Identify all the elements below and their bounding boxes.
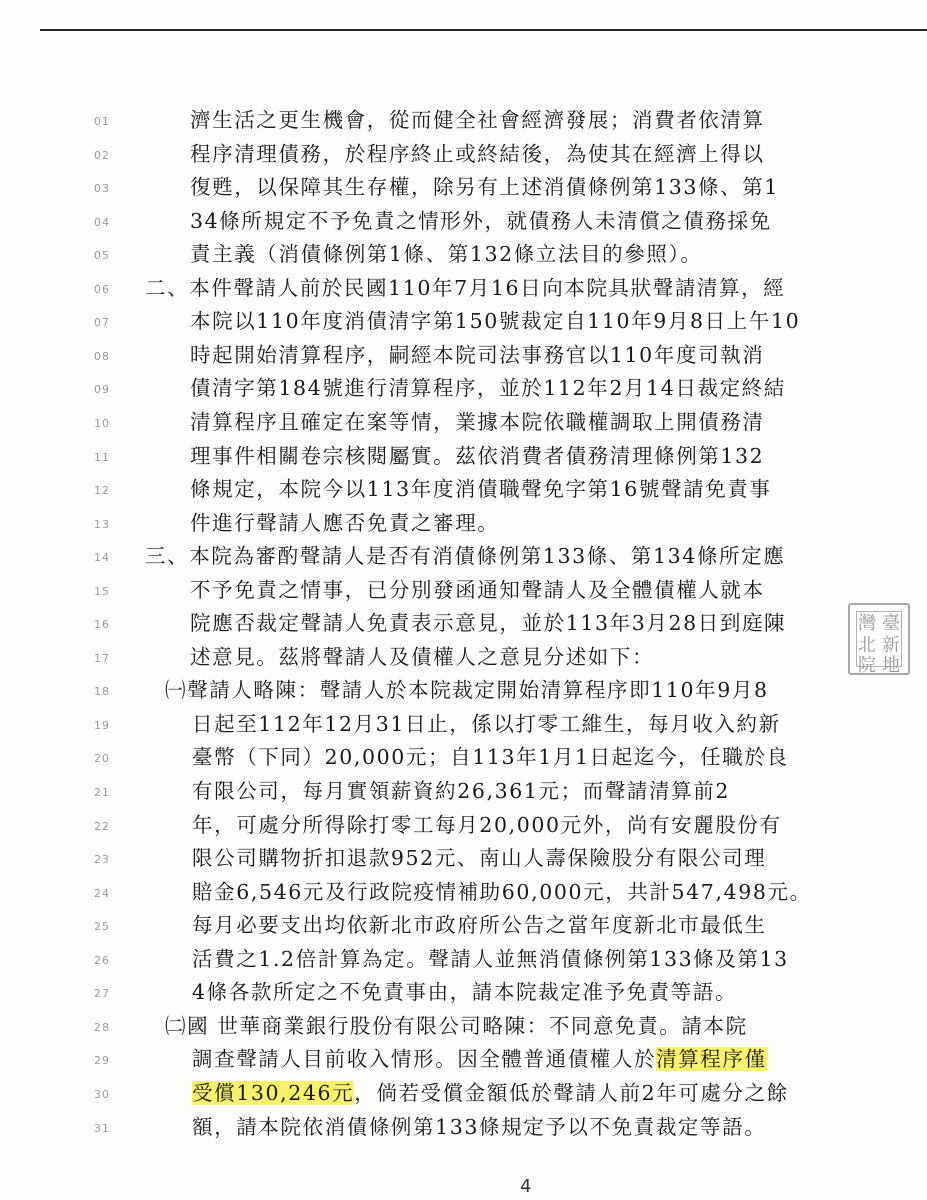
text-line-content: 年，可處分所得除打零工每月20,000元外，尚有安麗股份有 [192, 812, 782, 837]
text-line [145, 539, 785, 573]
text-line [190, 472, 772, 506]
text-line [145, 271, 785, 305]
highlighted-text: 受償130,246元 [192, 1080, 355, 1105]
text-line-content: 本院以110年度消債清字第150號裁定自110年9月8日上午10 [190, 309, 801, 334]
line-number: 31 [94, 1121, 110, 1135]
text-line-content: 有限公司，每月實領薪資約26,361元；而聲請清算前2 [192, 779, 730, 803]
page-number: 4 [520, 1176, 532, 1197]
text-line-content: 程序清理債務，於程序終止或終結後，為使其在經濟上得以 [190, 141, 765, 166]
line-number: 13 [94, 517, 110, 531]
line-number: 06 [94, 282, 110, 296]
seal-character: 新 [882, 635, 900, 656]
text-line-content: 時起開始清算程序，嗣經本院司法事務官以110年度司執消 [190, 342, 765, 367]
line-number: 20 [94, 752, 110, 766]
text-line [192, 740, 789, 774]
line-number: 22 [94, 819, 110, 833]
line-number: 23 [94, 853, 110, 867]
text-line-content: 件進行聲請人應否免責之審理。 [190, 510, 500, 535]
line-number: 21 [94, 786, 110, 799]
text-line [190, 338, 764, 372]
seal-character: 地 [882, 655, 900, 676]
text-line-content: 4條各款所定之不免責事由，請本院裁定准予免責等語。 [192, 980, 738, 1005]
text-line-content: ㈡國 世華商業銀行股份有限公司略陳：不同意免責。請本院 [165, 1013, 748, 1038]
text-line-content: 濟生活之更生機會，從而健全社會經濟發展；消費者依清算 [190, 108, 765, 132]
text-line-content: 34條所規定不予免責之情形外，就債務人未清償之債務採免 [190, 208, 772, 233]
text-line [190, 304, 800, 338]
line-number: 03 [94, 182, 110, 196]
text-line [190, 439, 764, 473]
text-line-content: 理事件相關卷宗核閱屬實。茲依消費者債務清理條例第132 [190, 443, 765, 468]
text-line-content: 活費之1.2倍計算為定。聲請人並無消債條例第133條及第13 [192, 946, 789, 971]
text-line [190, 204, 772, 238]
text-line [190, 371, 786, 405]
text-line [190, 606, 786, 640]
text-line-content: 條規定，本院今以113年度消債職聲免字第16號聲請免責事 [190, 477, 772, 502]
text-line [165, 1009, 748, 1043]
text-line [192, 707, 781, 741]
text-line-content: ㈠聲請人略陳：聲請人於本院裁定開始清算程序即110年9月8 [165, 678, 769, 703]
text-line-content: 清算程序且確定在案等情，業據本院依職權調取上開債務清 [190, 409, 765, 434]
text-line [192, 908, 767, 942]
line-number: 11 [94, 450, 110, 464]
line-number: 24 [94, 886, 110, 900]
text-line [192, 1042, 767, 1076]
text-line [192, 808, 782, 842]
text-line [192, 875, 812, 909]
line-number: 07 [94, 316, 110, 330]
text-line [190, 573, 765, 607]
line-number: 26 [94, 953, 110, 967]
line-number: 01 [94, 115, 110, 128]
line-number: 28 [94, 1020, 110, 1034]
text-line [192, 942, 789, 976]
line-number: 15 [94, 584, 110, 598]
line-number: 27 [94, 987, 110, 1001]
text-line-content: 責主義（消債條例第1條、第132條立法目的參照）。 [190, 242, 703, 267]
text-line-content: 額，請本院依消債條例第133條規定予以不免責裁定等語。 [192, 1114, 767, 1139]
text-line [192, 841, 766, 875]
line-number: 30 [94, 1087, 110, 1101]
line-number: 18 [94, 685, 110, 699]
text-line-content: 不予免責之情事，已分別發函通知聲請人及全體債權人就本 [190, 577, 765, 602]
line-number: 17 [94, 651, 110, 665]
line-number: 04 [94, 215, 110, 229]
line-number: 09 [94, 383, 110, 397]
seal-character: 臺 [882, 613, 900, 634]
text-line [190, 237, 702, 271]
line-number: 12 [94, 484, 110, 498]
text-line-content: 三、本院為審酌聲請人是否有消債條例第133條、第134條所定應 [145, 544, 786, 569]
text-line-content: 每月必要支出均依新北市政府所公告之當年度新北市最低生 [192, 913, 767, 938]
seal-character: 院 [858, 655, 876, 676]
text-line-content: 日起至112年12月31日止，係以打零工維生，每月收入約新 [192, 711, 781, 736]
line-number: 25 [94, 920, 110, 934]
text-line [190, 137, 765, 171]
text-line [192, 774, 730, 808]
court-seal-stamp [848, 603, 910, 675]
line-number: 19 [94, 718, 110, 732]
text-line-content: 賠金6,546元及行政院疫情補助60,000元，共計547,498元。 [192, 879, 812, 904]
text-line-content: 述意見。茲將聲請人及債權人之意見分述如下： [190, 644, 655, 669]
seal-character: 灣 [858, 613, 876, 634]
text-line [192, 1110, 766, 1144]
text-line-content: 臺幣（下同）20,000元；自113年1月1日起迄今，任職於良 [192, 745, 789, 770]
line-number: 02 [94, 148, 110, 162]
highlighted-text: 清算程序僅 [656, 1047, 767, 1072]
text-line-content: ，倘若受償金額低於聲請人前2年可處分之餘 [354, 1080, 789, 1105]
text-line-content: 院應否裁定聲請人免責表示意見，並於113年3月28日到庭陳 [190, 611, 787, 636]
text-line [190, 506, 499, 540]
text-line [190, 170, 779, 204]
line-number: 05 [94, 249, 110, 263]
text-line [165, 673, 769, 707]
text-line [190, 405, 765, 439]
text-line-content: 債清字第184號進行清算程序，並於112年2月14日裁定終結 [190, 376, 786, 401]
line-number: 29 [94, 1054, 110, 1068]
text-line-content: 限公司購物折扣退款952元、南山人壽保險股分有限公司理 [192, 846, 767, 871]
text-line [192, 1076, 789, 1110]
text-line-content: 調查聲請人目前收入情形。因全體普通債權人於 [192, 1047, 657, 1072]
text-line [190, 640, 654, 674]
text-line-content: 復甦，以保障其生存權，除另有上述消債條例第133條、第1 [190, 175, 779, 200]
line-number: 10 [94, 416, 110, 430]
text-line [190, 103, 765, 137]
seal-character: 北 [858, 635, 876, 656]
text-line [192, 975, 737, 1009]
line-number: 08 [94, 349, 110, 363]
top-border-line [40, 29, 927, 31]
line-number: 16 [94, 618, 110, 632]
line-number: 14 [94, 551, 110, 565]
text-line-content: 二、本件聲請人前於民國110年7月16日向本院具狀聲請清算，經 [145, 275, 786, 300]
